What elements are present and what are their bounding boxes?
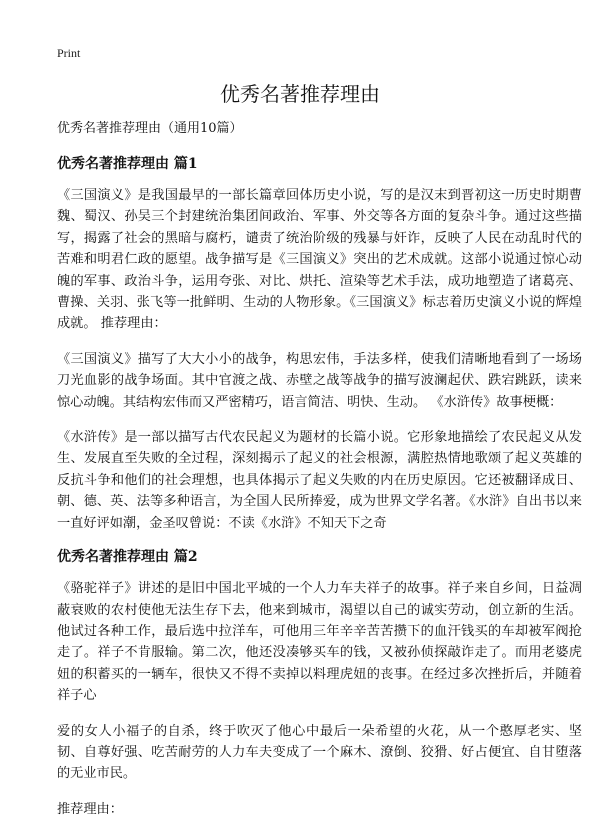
paragraph: 《骆驼祥子》讲述的是旧中国北平城的一个人力车夫祥子的故事。祥子来自乡间，日益凋蔽衰败的农村使他无法生存下去，他来到城市，渴望以自己的诚实劳动，创立新的生活。他试过各种工作，最后选中拉洋车，可他用三年辛辛苦苦攒下的血汗钱买的车却被军阀抢走了。祥子不肯服输。第二次，他还没凑够买车的钱，又被孙侦探敲诈走了。而用老婆虎妞的积蓄买的一辆车，很快又不得不卖掉以料理虎妞的丧事。在经过多次挫折后，并随着祥子心 bbox=[57, 581, 582, 704]
paragraph: 《水浒传》是一部以描写古代农民起义为题材的长篇小说。它形象地描绘了农民起义从发生、发展直至失败的全过程，深刻揭示了起义的社会根源，满腔热情地歌颂了起义英雄的反抗斗争和他们的社会理想，也具体揭示了起义失败的内在历史原因。它还被翻译成日、朝、德、英、法等多种语言，为全国人民所捧爱，成为世界文学名著。《水浒》自出书以来一直好评如潮，金圣叹曾说：不读《水浒》不知天下之奇 bbox=[57, 430, 582, 531]
section-2 bbox=[57, 548, 582, 820]
paragraph: 爱的女人小福子的自杀，终于吹灭了他心中最后一朵希望的火花，从一个憨厚老实、坚韧、自尊好强、吃苦耐劳的人力车夫变成了一个麻木、潦倒、狡猾、好占便宜、自甘堕落的无业市民。 bbox=[57, 723, 582, 782]
section-1 bbox=[57, 155, 582, 534]
document-body bbox=[57, 120, 582, 833]
paragraph: 《三国演义》描写了大大小小的战争，构思宏伟，手法多样，使我们清晰地看到了一场场刀光血影的战争场面。其中官渡之战、赤壁之战等战争的描写波澜起伏、跌宕跳跃，读来惊心动魄。其结构宏伟而又严密精巧，语言简洁、明快、生动。 《水浒传》故事梗概： bbox=[57, 351, 582, 410]
paragraph: 推荐理由： bbox=[57, 801, 123, 817]
paragraph: 《三国演义》是我国最早的一部长篇章回体历史小说，写的是汉末到晋初这一历史时期曹魏、蜀汉、孙吴三个封建统治集团间政治、军事、外交等各方面的复杂斗争。通过这些描写，揭露了社会的黑暗与腐朽，谴责了统治阶级的残暴与奸诈，反映了人民在动乱时代的苦难和明君仁政的愿望。战争描写是《三国演义》突出的艺术成就。这部小说通过惊心动魄的军事、政治斗争，运用夸张、对比、烘托、渲染等艺术手法，成功地塑造了诸葛亮、曹操、关羽、张飞等一批鲜明、生动的人物形象。《三国演义》标志着历史演义小说的辉煌成就。 推荐理由： bbox=[57, 188, 582, 332]
document-subtitle: 优秀名著推荐理由（通用10篇） bbox=[57, 121, 243, 136]
page-title: 优秀名著推荐理由 bbox=[220, 82, 380, 106]
section-heading: 优秀名著推荐理由 篇2 bbox=[57, 549, 198, 566]
section-heading: 优秀名著推荐理由 篇1 bbox=[57, 156, 198, 172]
print-link[interactable]: Print bbox=[57, 46, 81, 60]
